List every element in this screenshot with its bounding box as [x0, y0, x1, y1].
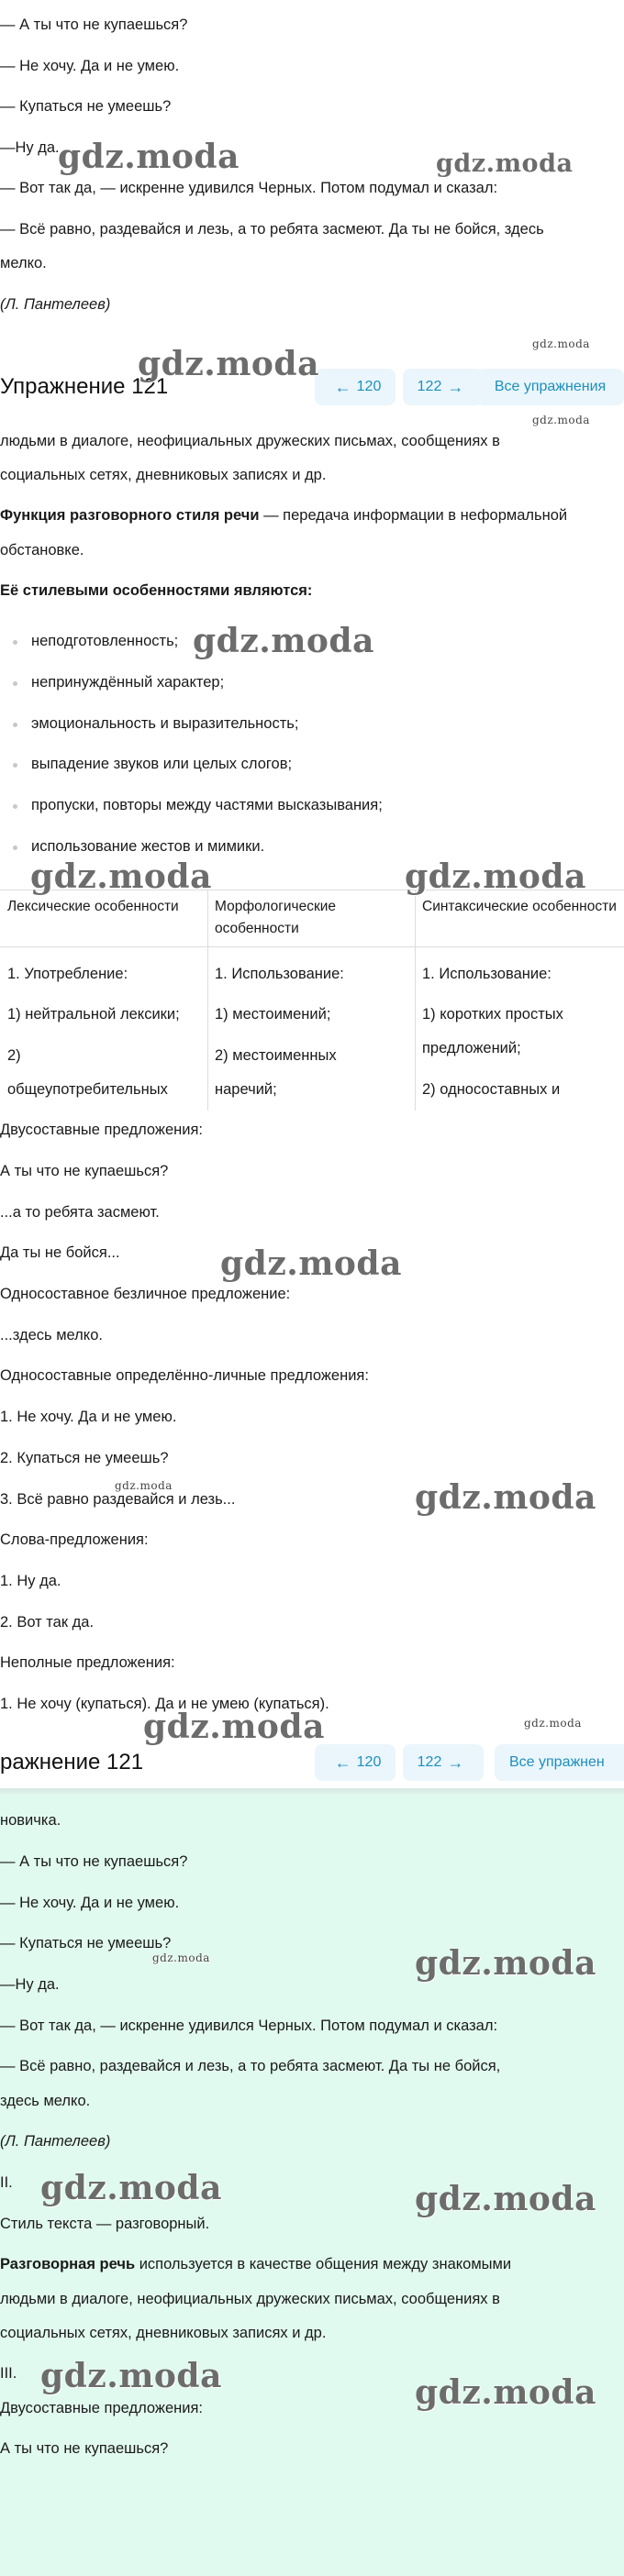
dialog-line: — Не хочу. Да и не умею.: [0, 1895, 180, 1911]
watermark: gdz.moda: [40, 2169, 222, 2207]
dialog-line: — Вот так да, — искренне удивился Черных. Потом подумал и сказал:: [0, 2018, 498, 2034]
function-line: Функция разговорного стиля речи — передача информации в неформальной: [0, 507, 568, 524]
text-line: Да ты не бойся...: [0, 1244, 120, 1261]
text-line: Двусоставные предложения:: [0, 1122, 203, 1138]
all-exercises-button[interactable]: Все упражнен: [495, 1744, 624, 1781]
table-header: Морфологические особенности: [207, 890, 415, 947]
watermark: gdz.moda: [415, 1944, 596, 1983]
bullet: [13, 846, 17, 850]
watermark: gdz.moda: [138, 345, 319, 383]
all-exercises-button[interactable]: Все упражнения: [476, 369, 624, 405]
text-line: А ты что не купаешься?: [0, 1163, 169, 1179]
dialog-line: — Всё равно, раздевайся и лезь, а то ребята засмеют. Да ты не бойся, здесь: [0, 221, 544, 238]
table-cell: 2) односоставных и: [422, 1081, 561, 1098]
list-item: эмоциональность и выразительность;: [31, 715, 299, 732]
text-line: 3. Всё равно раздевайся и лезь...: [0, 1491, 236, 1508]
table-cell: 1. Использование:: [422, 966, 552, 982]
table-cell: 1. Использование:: [215, 966, 344, 982]
table-cell: 1) коротких простых: [422, 1006, 563, 1023]
watermark: gdz.moda: [532, 414, 590, 426]
text-line: обстановке.: [0, 542, 84, 558]
text-line: 1. Ну да.: [0, 1573, 61, 1589]
dialog-line: — Вот так да, — искренне удивился Черных. Потом подумал и сказал:: [0, 180, 498, 196]
dialog-line: —Ну да.: [0, 139, 60, 156]
dialog-line: — Не хочу. Да и не умею.: [0, 58, 180, 74]
section-number: II.: [0, 2174, 13, 2191]
features-heading: Её стилевыми особенностями являются:: [0, 582, 313, 599]
watermark: gdz.moda: [415, 2180, 596, 2218]
text-line: ...а то ребята засмеют.: [0, 1204, 160, 1221]
table-header: Синтаксические особенности: [415, 890, 624, 947]
text-line: 2. Купаться не умеешь?: [0, 1450, 169, 1466]
watermark: gdz.moda: [220, 1244, 402, 1283]
text-line: людьми в диалоге, неофициальных дружеских письмах, сообщениях в: [0, 433, 500, 449]
arrow-right-icon: →: [447, 1752, 464, 1772]
watermark: gdz.moda: [532, 337, 590, 350]
list-item: использование жестов и мимики.: [31, 838, 265, 855]
watermark: gdz.moda: [40, 2357, 222, 2395]
features-table: [0, 890, 624, 1111]
watermark: gdz.moda: [415, 2373, 596, 2412]
text-line: Двусоставные предложения:: [0, 2400, 203, 2416]
author: (Л. Пантелеев): [0, 296, 111, 313]
dialog-line: здесь мелко.: [0, 2093, 91, 2109]
text-line: Слова-предложения:: [0, 1531, 149, 1548]
text-line: Односоставные определённо-личные предложения:: [0, 1367, 369, 1384]
speech-line: Разговорная речь используется в качестве общения между знакомыми: [0, 2256, 512, 2272]
dialog-line: — Купаться не умеешь?: [0, 98, 172, 115]
dialog-line: — А ты что не купаешься?: [0, 1853, 188, 1870]
text-line: социальных сетях, дневниковых записях и др.: [0, 467, 327, 483]
bullet: [13, 723, 17, 727]
text-line: А ты что не купаешься?: [0, 2440, 169, 2457]
table-cell: 2): [7, 1047, 21, 1064]
watermark: gdz.moda: [415, 1478, 596, 1517]
text-line: Стиль текста — разговорный.: [0, 2216, 210, 2232]
section-number: III.: [0, 2365, 17, 2382]
table-cell: 1. Употребление:: [7, 966, 128, 982]
list-item: пропуски, повторы между частями высказывания;: [31, 797, 383, 813]
dialog-line: — Всё равно, раздевайся и лезь, а то ребята засмеют. Да ты не бойся,: [0, 2058, 501, 2074]
arrow-left-icon: ←: [334, 1752, 351, 1772]
table-cell: 2) местоименных: [215, 1047, 337, 1064]
dialog-line: — Купаться не умеешь?: [0, 1935, 172, 1951]
list-item: непринуждённый характер;: [31, 674, 225, 691]
table-header: Лексические особенности: [0, 890, 207, 947]
arrow-left-icon: ←: [334, 377, 351, 396]
author: (Л. Пантелеев): [0, 2133, 111, 2150]
table-cell: наречий;: [215, 1081, 277, 1098]
watermark: gdz.moda: [143, 1708, 325, 1746]
arrow-right-icon: →: [447, 377, 464, 396]
bullet: [13, 681, 17, 686]
watermark: gdz.moda: [436, 149, 574, 178]
watermark: gdz.moda: [405, 857, 586, 896]
text-line: Неполные предложения:: [0, 1654, 175, 1671]
table-cell: 1) нейтральной лексики;: [7, 1006, 180, 1023]
bullet: [13, 640, 17, 645]
watermark: gdz.moda: [115, 1479, 173, 1492]
text-line: людьми в диалоге, неофициальных дружеских письмах, сообщениях в: [0, 2291, 500, 2307]
exercise-title: ражнение 121: [0, 1750, 144, 1774]
bullet: [13, 804, 17, 809]
prev-exercise-button[interactable]: ← 120: [315, 1744, 396, 1781]
watermark: gdz.moda: [524, 1717, 582, 1730]
text-line: 2. Вот так да.: [0, 1614, 95, 1631]
dialog-line: — А ты что не купаешься?: [0, 17, 188, 33]
text-line: новичка.: [0, 1812, 61, 1829]
next-exercise-button[interactable]: 122 →: [403, 369, 484, 405]
exercise-title: Упражнение 121: [0, 374, 169, 399]
text-line: 1. Не хочу (купаться). Да и не умею (купаться).: [0, 1696, 329, 1712]
table-cell: предложений;: [422, 1040, 521, 1056]
list-item: выпадение звуков или целых слогов;: [31, 756, 293, 772]
text-line: 1. Не хочу. Да и не умею.: [0, 1409, 177, 1425]
bullet: [13, 763, 17, 768]
text-line: социальных сетях, дневниковых записях и др.: [0, 2325, 327, 2341]
text-line: Односоставное безличное предложение:: [0, 1286, 291, 1302]
watermark: gdz.moda: [58, 138, 240, 176]
next-exercise-button[interactable]: 122 →: [403, 1744, 484, 1781]
watermark: gdz.moda: [30, 857, 212, 896]
watermark: gdz.moda: [193, 622, 374, 660]
text-line: ...здесь мелко.: [0, 1327, 103, 1343]
watermark: gdz.moda: [152, 1951, 210, 1964]
table-cell: общеупотребительных: [7, 1081, 168, 1098]
list-item: неподготовленность;: [31, 633, 179, 649]
dialog-line: мелко.: [0, 255, 47, 271]
dialog-line: —Ну да.: [0, 1976, 60, 1993]
prev-exercise-button[interactable]: ← 120: [315, 369, 396, 405]
table-cell: 1) местоимений;: [215, 1006, 331, 1023]
